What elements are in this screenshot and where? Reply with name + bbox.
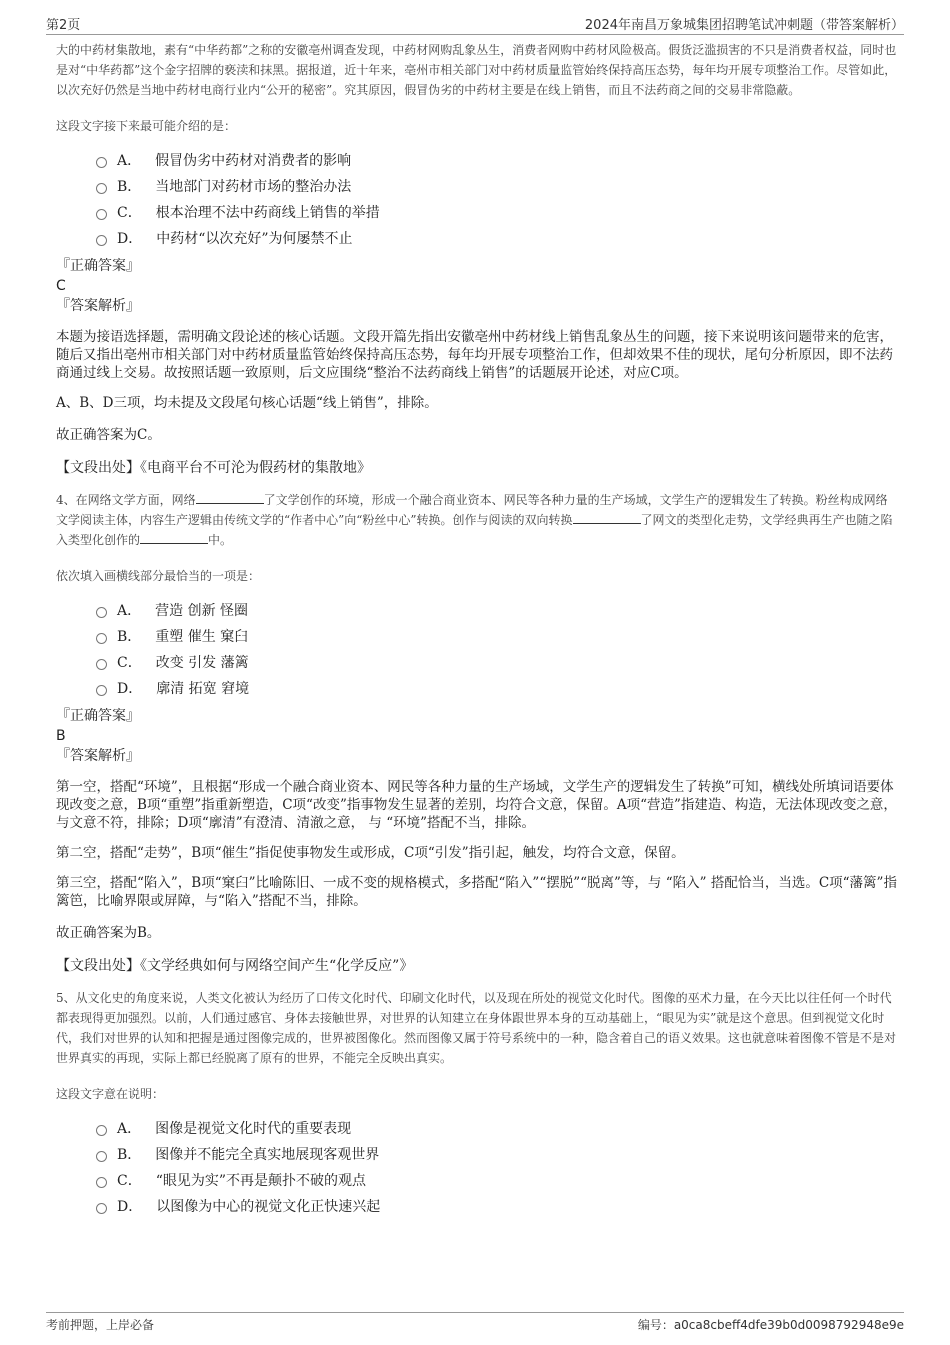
- page-content: [56, 40, 898, 1220]
- q4-analysis-4: 故正确答案为B。: [56, 925, 161, 941]
- q3-option-c[interactable]: C． 根本治理不法中药商线上销售的举措: [96, 200, 898, 226]
- document-title: 2024年南昌万象城集团招聘笔试冲刺题（带答案解析）: [584, 18, 904, 33]
- q4-analysis-1: 第一空，搭配“环境”，且根据“形成一个融合商业资本、网民等各种力量的生产场域，文学生产的逻辑发生了转换”可知，横线处所填词语要体现改变之意，B项“重塑”指重新塑造，C项“改变”指事物发生显著的差别，均符合文意，保留。A项“营造”指建造、构造，无法体现改变之意，与文意不符，排除；D项“廓清”有澄清、清澈之意， 与 “环境”搭配不当，排除。: [56, 779, 897, 831]
- q5-option-d[interactable]: D． 以图像为中心的视觉文化正快速兴起: [96, 1194, 898, 1220]
- radio-icon[interactable]: [96, 1203, 107, 1214]
- q3-option-b[interactable]: B． 当地部门对药材市场的整治办法: [96, 174, 898, 200]
- q3-answer: C: [56, 278, 66, 294]
- q5-passage: 5、从文化史的角度来说，人类文化被认为经历了口传文化时代、印刷文化时代，以及现在所处的视觉文化时代。图像的巫术力量，在今天比以往任何一个时代都表现得更加强烈。以前，人们通过感官、身体去接触世界，对世界的认知建立在身体跟世界本身的互动基础上，“眼见为实”就是这个意思。但到视觉文化时代，我们对世界的认知和把握是通过图像完成的，世界被图像化。然而图像又属于符号系统中的一种，隐含着自己的语义效果。这也就意味着图像不管是不是对世界真实的再现，实际上都已经脱离了原有的世界，不能完全反映出真实。: [56, 991, 897, 1065]
- q5-prompt: 这段文字意在说明：: [56, 1087, 165, 1101]
- q3-prompt: 这段文字接下来最可能介绍的是：: [56, 119, 237, 133]
- radio-icon[interactable]: [96, 1125, 107, 1136]
- page-footer: [46, 1312, 904, 1335]
- q4-option-c[interactable]: C． 改变 引发 藩篱: [96, 650, 898, 676]
- blank-2: [573, 511, 641, 524]
- q4-answer: B: [56, 728, 66, 744]
- q4-stem: 4、在网络文学方面，网络 了文学创作的环境，形成一个融合商业资本、网民等各种力量的生产场域，文学生产的逻辑发生了转换。粉丝构成网络文学阅读主体，内容生产逻辑由传统文学的“作者中心”向“粉丝中心”转换。创作与阅读的双向转换 了网文的类型化走势，文学经典再生产也随之陷入类型化创作的 中。: [56, 493, 893, 547]
- page-number: 第2页: [46, 18, 81, 33]
- q4-analysis-label: 『答案解析』: [56, 748, 140, 764]
- q5-options: [96, 1116, 898, 1220]
- radio-icon[interactable]: [96, 1177, 107, 1188]
- q3-option-d[interactable]: D． 中药材“以次充好”为何屡禁不止: [96, 226, 898, 252]
- q3-analysis-2: A、B、D三项，均未提及文段尾句核心话题“线上销售”，排除。: [56, 395, 438, 411]
- q5-option-b[interactable]: B． 图像并不能完全真实地展现客观世界: [96, 1142, 898, 1168]
- radio-icon[interactable]: [96, 1151, 107, 1162]
- radio-icon[interactable]: [96, 633, 107, 644]
- radio-icon[interactable]: [96, 235, 107, 246]
- q3-option-a[interactable]: A． 假冒伪劣中药材对消费者的影响: [96, 148, 898, 174]
- q5-option-a[interactable]: A． 图像是视觉文化时代的重要表现: [96, 1116, 898, 1142]
- footer-slogan: 考前押题，上岸必备: [46, 1318, 155, 1332]
- radio-icon[interactable]: [96, 209, 107, 220]
- page-header: [46, 14, 904, 35]
- q3-options: [96, 148, 898, 252]
- q4-option-b[interactable]: B． 重塑 催生 窠臼: [96, 624, 898, 650]
- q4-source: 【文段出处】《文学经典如何与网络空间产生“化学反应”》: [56, 958, 414, 974]
- radio-icon[interactable]: [96, 157, 107, 168]
- q3-analysis-label: 『答案解析』: [56, 298, 140, 314]
- blank-1: [196, 491, 264, 504]
- q4-option-a[interactable]: A． 营造 创新 怪圈: [96, 598, 898, 624]
- q4-option-d[interactable]: D． 廓清 拓宽 窘境: [96, 676, 898, 702]
- q3-passage: 大的中药材集散地，素有“中华药都”之称的安徽亳州调查发现，中药材网购乱象丛生，消费者网购中药材风险极高。假货泛滥损害的不只是消费者权益，同时也是对“中华药都”这个金字招牌的亵渎和抹黑。据报道，近十年来，亳州市相关部门对中药材质量监管始终保持高压态势，每年均开展专项整治工作。尽管如此，以次充好仍然是当地中药材电商行业内“公开的秘密”。究其原因，假冒伪劣的中药材主要是在线上销售，而且不法药商之间的交易非常隐蔽。: [56, 43, 897, 97]
- q3-analysis-1: 本题为接语选择题，需明确文段论述的核心话题。文段开篇先指出安徽亳州中药材线上销售乱象丛生的问题，接下来说明该问题带来的危害，随后又指出亳州市相关部门对中药材质量监管始终保持高压态势，每年均开展专项整治工作，但却效果不佳的现状，尾句分析原因，即不法药商通过线上交易。故按照话题一致原则，后文应围绕“整治不法药商线上销售”的话题展开论述，对应C项。: [56, 329, 893, 381]
- q3-answer-label: 『正确答案』: [56, 258, 140, 274]
- q4-prompt: 依次填入画横线部分最恰当的一项是：: [56, 569, 261, 583]
- blank-3: [140, 531, 208, 544]
- q5-option-c[interactable]: C． “眼见为实”不再是颠扑不破的观点: [96, 1168, 898, 1194]
- q4-analysis-3: 第三空，搭配“陷入”，B项“窠臼”比喻陈旧、一成不变的规格模式，多搭配“陷入”“摆脱”“脱离”等，与 “陷入” 搭配恰当，当选。C项“藩篱”指篱笆，比喻界限或屏障，与“陷入”搭配不当，排除。: [56, 875, 897, 909]
- q3-source: 【文段出处】《电商平台不可沦为假药材的集散地》: [56, 460, 371, 476]
- radio-icon[interactable]: [96, 659, 107, 670]
- document-id: 编号：a0ca8cbeff4dfe39b0d0098792948e9e: [637, 1318, 904, 1332]
- q3-analysis-3: 故正确答案为C。: [56, 427, 161, 443]
- radio-icon[interactable]: [96, 607, 107, 618]
- q4-options: [96, 598, 898, 702]
- radio-icon[interactable]: [96, 685, 107, 696]
- q4-analysis-2: 第二空，搭配“走势”，B项“催生”指促使事物发生或形成，C项“引发”指引起，触发，均符合文意，保留。: [56, 845, 685, 861]
- radio-icon[interactable]: [96, 183, 107, 194]
- q4-answer-label: 『正确答案』: [56, 708, 140, 724]
